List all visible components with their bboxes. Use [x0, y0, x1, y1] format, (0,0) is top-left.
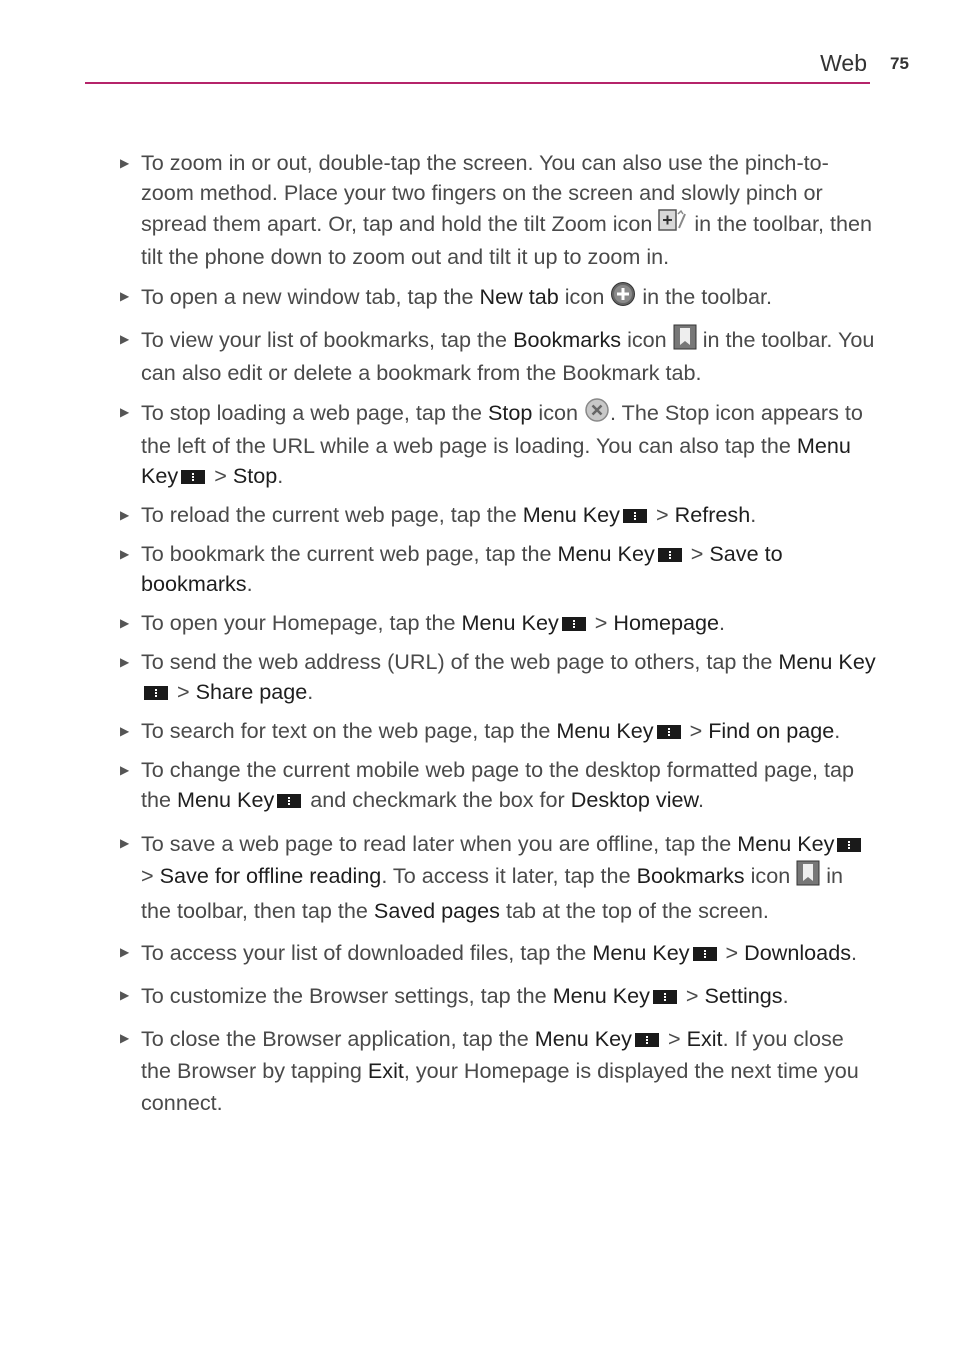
list-item: ▶ To stop loading a web page, tap the Stop icon . The Stop icon appears to the left of the URL while a web page is loading. You can also tap the Menu Key > Stop.	[118, 397, 878, 491]
bullet-arrow-icon: ▶	[120, 289, 130, 303]
list-item: ▶ To search for text on the web page, tap the Menu Key > Find on page.	[118, 716, 878, 746]
list-item: ▶ To open your Homepage, tap the Menu Key > Homepage.	[118, 608, 878, 638]
zoom-tilt-icon	[658, 208, 688, 242]
menu-key-icon	[181, 470, 205, 484]
menu-key-icon	[657, 725, 681, 739]
menu-key-icon	[635, 1033, 659, 1047]
menu-key-icon	[653, 990, 677, 1004]
bullet-arrow-icon: ▶	[120, 763, 130, 777]
section-title: Web	[820, 50, 867, 76]
list-item: ▶ To view your list of bookmarks, tap the Bookmarks icon in the toolbar. You can also edit or delete a bookmark from the Bookmark tab.	[118, 324, 878, 388]
bullet-list	[118, 148, 878, 1129]
menu-key-icon	[658, 548, 682, 562]
bullet-arrow-icon: ▶	[120, 156, 130, 170]
bullet-arrow-icon: ▶	[120, 988, 130, 1003]
list-item: ▶ To zoom in or out, double-tap the screen. You can also use the pinch-to-zoom method. Place your two fingers on the screen and slowly pinch or spread them apart. Or, tap and hold the tilt Zoom icon in the toolbar, then tilt the phone down to zoom out and tilt it up to zoom in.	[120, 150, 873, 269]
bullet-arrow-icon: ▶	[120, 724, 130, 738]
list-item: ▶ To change the current mobile web page to the desktop formatted page, tap the Menu Key and checkmark the box for Desktop view.	[120, 757, 855, 812]
bookmarks-icon	[796, 860, 820, 895]
bullet-arrow-icon: ▶	[120, 836, 130, 850]
menu-key-icon	[562, 617, 586, 631]
page-header	[85, 48, 870, 84]
list-item: ▶ To close the Browser application, tap the Menu Key > Exit. If you close the Browser by tapping Exit, your Homepage is displayed the next time you connect.	[118, 1023, 878, 1118]
menu-key-icon	[144, 686, 168, 700]
bullet-arrow-icon: ▶	[120, 616, 130, 630]
list-item: ▶ To open a new window tab, tap the New tab icon in the toolbar.	[118, 281, 878, 315]
list-item: ▶ To access your list of downloaded files, tap the Menu Key > Downloads.	[118, 937, 878, 969]
bullet-arrow-icon: ▶	[120, 332, 130, 346]
list-item: ▶ To save a web page to read later when you are offline, tap the Menu Key > Save for offline reading. To access it later, tap the Bookmarks icon in the toolbar, then tap the Saved pages tab at the top of the screen.	[118, 828, 878, 926]
new-tab-icon	[610, 281, 636, 315]
list-item: ▶ To bookmark the current web page, tap the Menu Key > Save to bookmarks.	[120, 541, 783, 596]
bullet-arrow-icon: ▶	[120, 547, 130, 561]
bullet-arrow-icon: ▶	[120, 945, 130, 960]
menu-key-icon	[277, 794, 301, 808]
bullet-arrow-icon: ▶	[120, 655, 130, 669]
page-number: 75	[890, 54, 909, 73]
menu-key-icon	[837, 838, 861, 852]
stop-icon	[584, 397, 610, 431]
bullet-arrow-icon: ▶	[120, 405, 130, 419]
bullet-arrow-icon: ▶	[120, 1030, 130, 1045]
list-item: ▶ To send the web address (URL) of the web page to others, tap the Menu Key > Share page.	[120, 649, 876, 704]
list-item: ▶ To customize the Browser settings, tap the Menu Key > Settings.	[118, 980, 878, 1012]
menu-key-icon	[623, 509, 647, 523]
bookmarks-icon	[673, 324, 697, 358]
menu-key-icon	[693, 947, 717, 961]
list-item: ▶ To reload the current web page, tap the Menu Key > Refresh.	[118, 500, 878, 530]
bullet-arrow-icon: ▶	[120, 508, 130, 522]
